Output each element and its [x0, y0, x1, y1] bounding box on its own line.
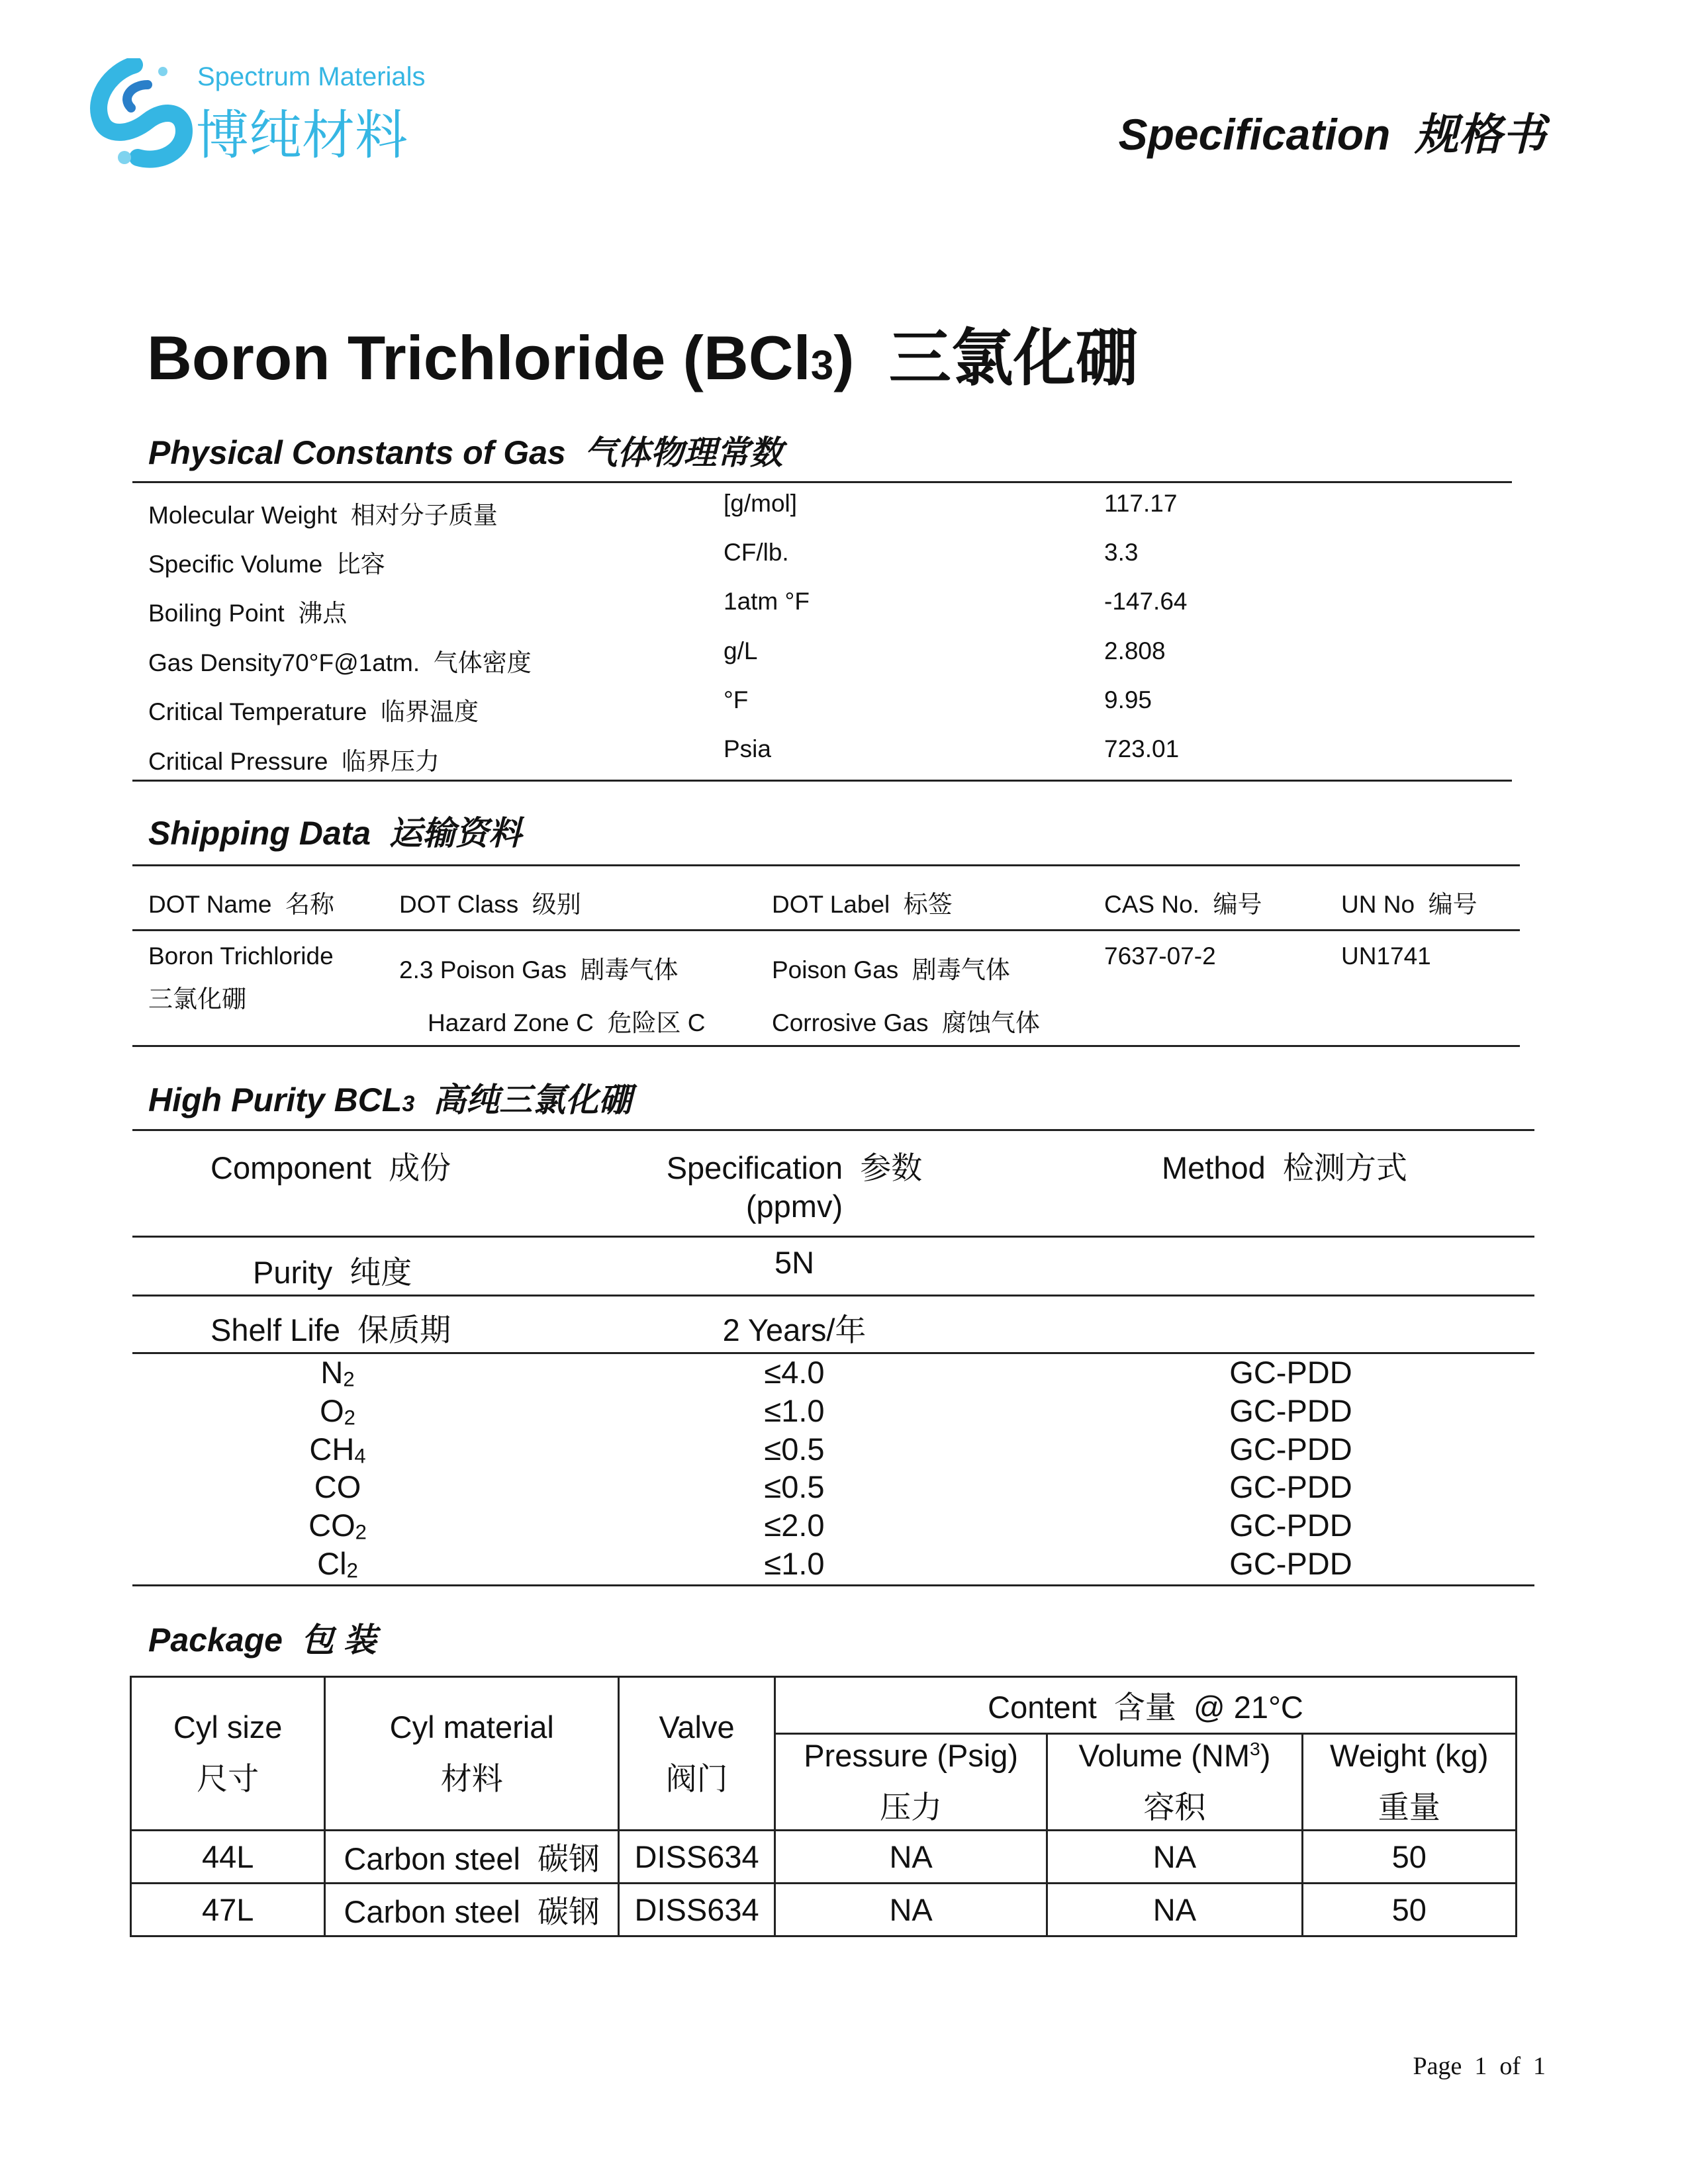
pkg-col-pressure — [774, 1734, 1047, 1831]
shipping-dot-label-line2: Corrosive Gas 腐蚀气体 — [772, 1009, 1041, 1036]
pkg-col-content: Content 含量 @ 21°C — [774, 1677, 1516, 1734]
hp-component-method: GC-PDD — [1229, 1355, 1352, 1390]
title-prefix: Boron Trichloride (BCl — [147, 323, 811, 392]
high-purity-top-rule — [132, 1129, 1534, 1131]
hp-component-spec: ≤0.5 — [764, 1469, 825, 1504]
pkg-weight-en: Weight (kg) — [1330, 1737, 1489, 1773]
shipping-mid-rule — [132, 929, 1520, 931]
pkg-col-cyl-material — [325, 1677, 619, 1831]
pkg-cyl-size-en: Cyl size — [173, 1709, 283, 1745]
table-row — [131, 1884, 1517, 1936]
hp-component-name — [205, 1545, 470, 1583]
hp-purity-rule — [132, 1295, 1534, 1297]
package-heading: Package 包 装 — [148, 1621, 377, 1659]
shipping-col-dot-label: DOT Label 标签 — [772, 891, 953, 918]
physical-name: Critical Temperature 临界温度 — [148, 698, 479, 725]
title-suffix: ) 三氯化硼 — [833, 323, 1138, 392]
hp-component-spec: ≤1.0 — [764, 1546, 825, 1581]
hp-component-base: Cl — [317, 1546, 347, 1581]
physical-top-rule — [132, 481, 1512, 483]
pkg-cyl-size-cn: 尺寸 — [197, 1760, 259, 1796]
hp-component-method: GC-PDD — [1229, 1546, 1352, 1581]
shipping-heading: Shipping Data 运输资料 — [148, 815, 522, 852]
pkg-col-valve — [619, 1677, 775, 1831]
pkg-volume-en — [1048, 1737, 1301, 1774]
shipping-top-rule — [132, 864, 1520, 866]
physical-name: Gas Density70°F@1atm. 气体密度 — [148, 649, 532, 676]
high-purity-heading-sub: 3 — [402, 1091, 415, 1116]
shipping-dot-name-line1: Boron Trichloride — [148, 942, 334, 970]
shipping-dot-label-line1: Poison Gas 剧毒气体 — [772, 956, 1010, 983]
physical-value: 723.01 — [1104, 735, 1180, 762]
high-purity-heading-prefix: High Purity BCL — [148, 1081, 402, 1118]
pkg-volume-cn: 容积 — [1143, 1789, 1206, 1825]
physical-heading: Physical Constants of Gas 气体物理常数 — [148, 434, 783, 471]
shipping-col-dot-name: DOT Name 名称 — [148, 891, 334, 918]
physical-unit: 1atm °F — [724, 588, 810, 615]
logo — [85, 58, 429, 171]
physical-value: 3.3 — [1104, 539, 1139, 566]
hp-component-name — [205, 1469, 470, 1506]
package-table — [130, 1676, 1517, 1937]
pkg-col-volume — [1047, 1734, 1302, 1831]
hp-component-spec: ≤0.5 — [764, 1432, 825, 1467]
physical-name: Boiling Point 沸点 — [148, 600, 348, 627]
pkg-pressure: NA — [774, 1831, 1047, 1884]
pkg-valve-en: Valve — [659, 1709, 735, 1745]
pkg-pressure: NA — [774, 1884, 1047, 1936]
hp-component-method: GC-PDD — [1229, 1432, 1352, 1467]
high-purity-heading — [148, 1073, 632, 1121]
physical-name: Molecular Weight 相对分子质量 — [148, 502, 498, 529]
physical-unit: Psia — [724, 735, 771, 762]
pkg-weight: 50 — [1302, 1831, 1516, 1884]
pkg-weight-cn: 重量 — [1378, 1789, 1440, 1825]
physical-bottom-rule — [132, 780, 1512, 782]
shipping-cas-value: 7637-07-2 — [1104, 942, 1216, 970]
shipping-dot-class-line1: 2.3 Poison Gas 剧毒气体 — [399, 956, 679, 983]
hp-component-spec: ≤4.0 — [764, 1355, 825, 1390]
pkg-col-weight — [1302, 1734, 1516, 1831]
pkg-col-cyl-size — [131, 1677, 325, 1831]
hp-component-name — [205, 1392, 470, 1430]
hp-bottom-rule — [132, 1584, 1534, 1586]
pkg-volume-en-sup: 3 — [1250, 1737, 1260, 1759]
physical-unit: CF/lb. — [724, 539, 789, 566]
hp-component-spec: ≤1.0 — [764, 1393, 825, 1428]
physical-name: Specific Volume 比容 — [148, 551, 385, 578]
hp-component-base: CO — [314, 1469, 361, 1504]
shipping-col-cas: CAS No. 编号 — [1104, 891, 1262, 918]
pkg-size: 44L — [131, 1831, 325, 1884]
hp-component-base: CO — [308, 1508, 355, 1543]
hp-component-sub: 2 — [344, 1406, 355, 1430]
logo-text-cn: 博纯材料 — [196, 106, 408, 165]
pkg-material: Carbon steel 碳钢 — [325, 1884, 619, 1936]
shipping-bottom-rule — [132, 1045, 1520, 1047]
physical-value: 2.808 — [1104, 637, 1166, 664]
hp-component-spec: ≤2.0 — [764, 1508, 825, 1543]
hp-component-method: GC-PDD — [1229, 1469, 1352, 1504]
hp-purity-label: Purity 纯度 — [253, 1255, 412, 1290]
physical-unit: [g/mol] — [724, 490, 798, 517]
pkg-weight: 50 — [1302, 1884, 1516, 1936]
shipping-col-un: UN No 编号 — [1341, 891, 1477, 918]
physical-name: Critical Pressure 临界压力 — [148, 748, 440, 775]
hp-component-base: N — [320, 1355, 344, 1390]
hp-shelf-label: Shelf Life 保质期 — [211, 1312, 451, 1347]
shipping-col-dot-class: DOT Class 级别 — [399, 891, 581, 918]
pkg-volume: NA — [1047, 1831, 1302, 1884]
hp-col-spec-line2: (ppmv) — [745, 1189, 843, 1224]
physical-unit: g/L — [724, 637, 758, 664]
pkg-volume: NA — [1047, 1884, 1302, 1936]
pkg-valve: DISS634 — [619, 1831, 775, 1884]
hp-component-sub: 2 — [343, 1367, 355, 1391]
pkg-valve-cn: 阀门 — [665, 1760, 728, 1796]
hp-component-method: GC-PDD — [1229, 1508, 1352, 1543]
shipping-dot-class-line2: Hazard Zone C 危险区 C — [428, 1009, 706, 1036]
hp-component-name — [205, 1507, 470, 1545]
physical-value: -147.64 — [1104, 588, 1188, 615]
hp-component-sub: 2 — [355, 1520, 367, 1544]
hp-col-component: Component 成份 — [211, 1150, 451, 1185]
logo-mark-icon — [85, 58, 197, 171]
hp-purity-value: 5N — [774, 1245, 815, 1280]
hp-component-name — [205, 1354, 470, 1392]
doc-type-title: Specification 规格书 — [1118, 110, 1546, 159]
hp-component-sub: 2 — [346, 1559, 358, 1582]
shipping-un-value: UN1741 — [1341, 942, 1431, 970]
shipping-dot-name-line2: 三氯化硼 — [148, 985, 246, 1013]
pkg-cyl-material-cn: 材料 — [440, 1760, 503, 1796]
physical-value: 117.17 — [1104, 490, 1178, 517]
page-number: Page 1 of 1 — [1413, 2052, 1546, 2080]
page-title — [147, 308, 1138, 397]
pkg-volume-en-prefix: Volume (NM — [1078, 1737, 1250, 1773]
high-purity-heading-suffix: 高纯三氯化硼 — [414, 1081, 632, 1118]
physical-value: 9.95 — [1104, 686, 1152, 713]
pkg-volume-en-suffix: ) — [1260, 1737, 1271, 1773]
hp-component-base: O — [320, 1393, 344, 1428]
hp-col-spec-line1: Specification 参数 — [666, 1150, 923, 1185]
hp-component-base: CH — [309, 1432, 355, 1467]
hp-component-sub: 4 — [354, 1444, 366, 1468]
hp-component-name — [205, 1431, 470, 1469]
hp-col-method: Method 检测方式 — [1162, 1150, 1407, 1185]
pkg-cyl-material-en: Cyl material — [389, 1709, 554, 1745]
hp-component-method: GC-PDD — [1229, 1393, 1352, 1428]
pkg-pressure-cn: 压力 — [880, 1789, 943, 1825]
hp-header-rule — [132, 1236, 1534, 1238]
pkg-valve: DISS634 — [619, 1884, 775, 1936]
logo-text-en: Spectrum Materials — [197, 62, 426, 91]
pkg-pressure-en: Pressure (Psig) — [804, 1737, 1019, 1773]
title-subscript: 3 — [810, 343, 834, 388]
table-row — [131, 1831, 1517, 1884]
pkg-size: 47L — [131, 1884, 325, 1936]
hp-shelf-value: 2 Years/年 — [722, 1312, 867, 1347]
pkg-material: Carbon steel 碳钢 — [325, 1831, 619, 1884]
physical-unit: °F — [724, 686, 749, 713]
